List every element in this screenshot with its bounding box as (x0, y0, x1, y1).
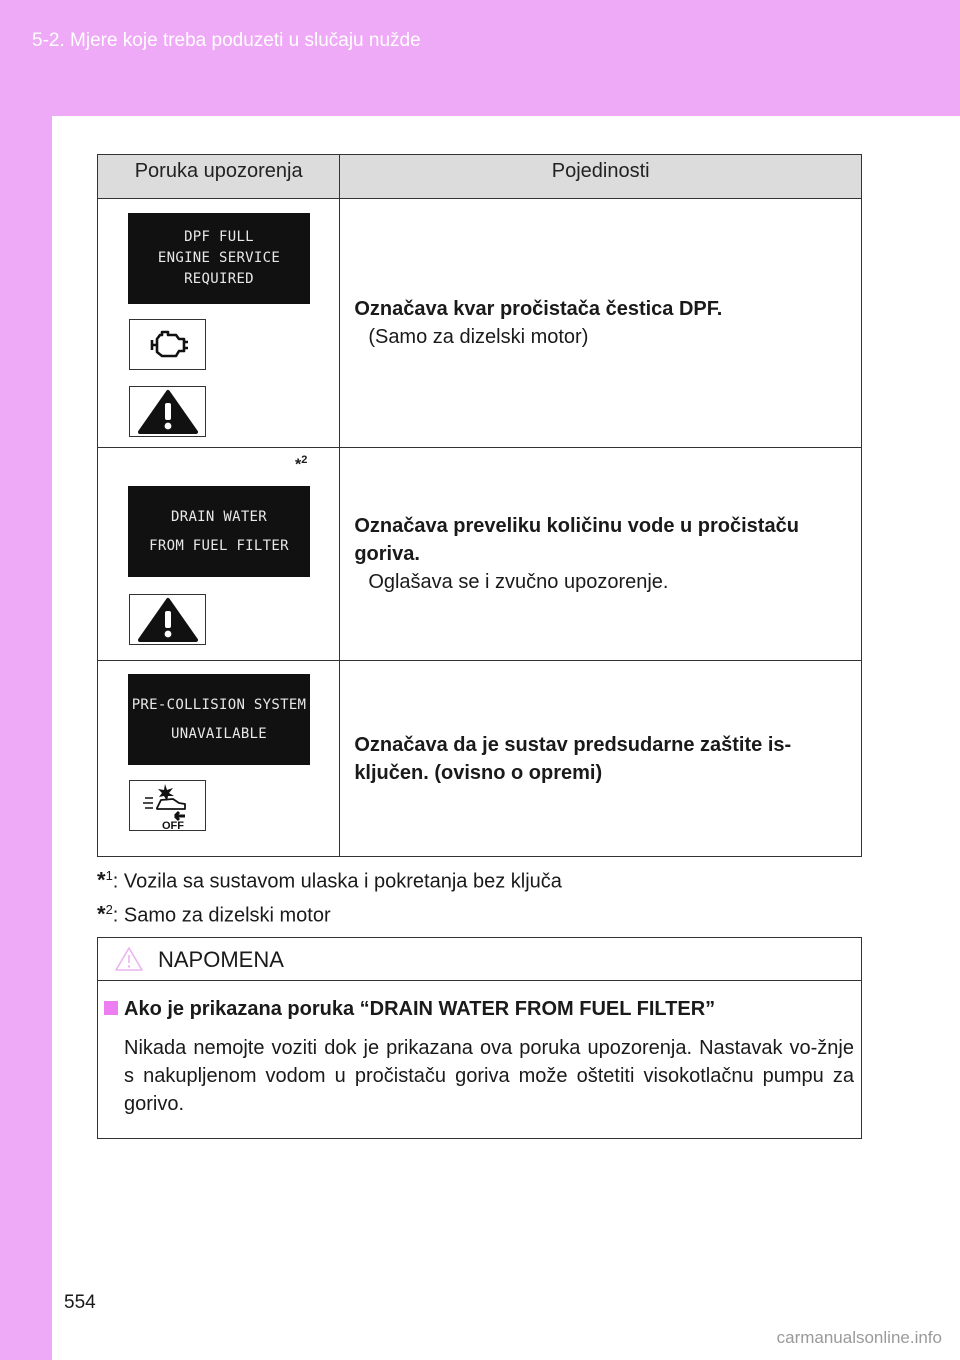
pre-collision-display (128, 674, 310, 765)
table-row (98, 199, 862, 448)
table-row (98, 661, 862, 857)
message-visual-cell (98, 199, 340, 448)
caution-icon (114, 946, 144, 972)
check-engine-icon (129, 319, 206, 370)
table-header-row (98, 155, 862, 199)
message-detail-cell (340, 661, 862, 857)
section-title: 5-2. Mjere koje treba poduzeti u slučaju nužde (32, 30, 421, 51)
warning-triangle-icon (129, 386, 206, 437)
pre-collision-off-icon (129, 780, 206, 831)
page-number: 554 (64, 1292, 96, 1313)
column-header-details: Pojedinosti (340, 155, 862, 199)
footnote: *$^1$: Vozila sa sustavom ulaska i pokretanja bez ključa (97, 867, 562, 893)
watermark: carmanualsonline.info (776, 1328, 942, 1347)
display-line: DPF FULL (184, 229, 254, 245)
drain-water-display (128, 486, 310, 577)
message-visual-cell (98, 448, 340, 661)
display-line: DRAIN WATER (170, 508, 268, 525)
footnotes (97, 862, 562, 929)
message-detail-cell (340, 199, 862, 448)
dpf-full-display (128, 213, 310, 304)
display-line: ENGINE SERVICE (157, 250, 281, 266)
detail-sub-text: Oglašava se i zvučno upozorenje. (368, 571, 669, 593)
page-header (0, 0, 960, 116)
warning-triangle-icon (129, 594, 206, 645)
detail-main-text: Označava kvar pročistača čestica DPF. (354, 298, 723, 320)
footnote: *$^2$: Samo za dizelski motor (97, 901, 331, 927)
warning-message-table (97, 154, 862, 857)
table-row (98, 448, 862, 661)
detail-sub-text: (Samo za dizelski motor) (368, 326, 589, 348)
side-band (0, 0, 52, 1360)
display-line: FROM FUEL FILTER (149, 537, 289, 554)
notice-title: NAPOMENA (158, 947, 284, 972)
detail-main-text: Označava preveliku količinu vode u pročistaču goriva. (354, 515, 799, 565)
detail-main-text: Označava da je sustav predsudarne zaštite is-ključen. (ovisno o opremi) (354, 733, 792, 784)
column-header-message: Poruka upozorenja (98, 155, 340, 199)
notice-subheading: Ako je prikazana poruka “DRAIN WATER FROM FUEL FILTER” (104, 998, 715, 1021)
display-line: PRE-COLLISION SYSTEM (131, 696, 307, 713)
display-line: REQUIRED (184, 271, 254, 287)
notice-header (98, 938, 861, 981)
message-detail-cell (340, 448, 862, 661)
bullet-square-icon (104, 1001, 118, 1015)
message-visual-cell (98, 661, 340, 857)
display-line: UNAVAILABLE (170, 725, 268, 742)
footnote-mark: *$^2$ (295, 454, 308, 474)
svg-text:OFF: OFF (161, 819, 184, 830)
notice-box (97, 937, 862, 1139)
notice-body: Nikada nemojte voziti dok je prikazana ova poruka upozorenja. Nastavak vo-žnje s nakupljenom vodom u pročistaču goriva može oštetiti visokotlačnu pumpu za gorivo. (124, 1037, 854, 1115)
